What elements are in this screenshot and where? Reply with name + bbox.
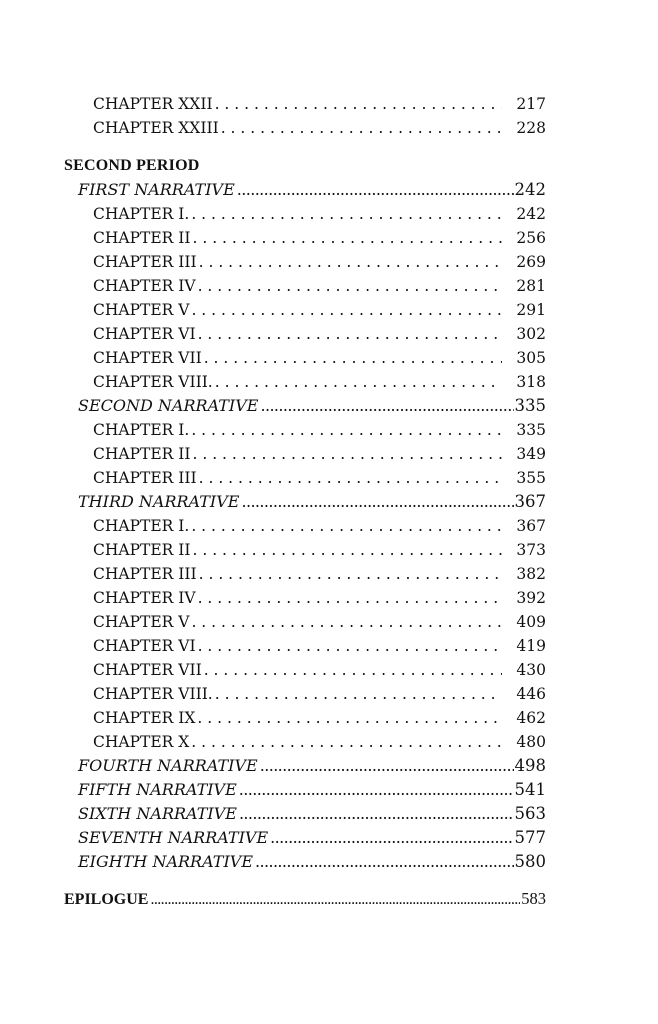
toc-entry-chapter[interactable]: [93, 226, 546, 250]
toc-entry-page: 355: [516, 469, 546, 487]
toc-entry-page: 256: [516, 229, 546, 247]
toc-entry-label: CHAPTER V: [93, 301, 190, 319]
toc-entry-chapter[interactable]: [93, 586, 546, 610]
dot-leader: [191, 730, 502, 754]
toc-entry-page: 462: [516, 709, 546, 727]
toc-entry-label: CHAPTER II: [93, 229, 191, 247]
toc-entry-label: CHAPTER IX: [93, 709, 196, 727]
dot-leader: [204, 658, 503, 682]
toc-entry-page: 498: [514, 756, 546, 775]
dot-leader: [198, 586, 503, 610]
toc-entry-page: 335: [516, 421, 546, 439]
toc-entry-epilogue[interactable]: [64, 887, 546, 911]
toc-entry-label: CHAPTER VII: [93, 661, 202, 679]
toc-entry-fourth-narrative[interactable]: [78, 754, 546, 778]
toc-entry-label: CHAPTER XXII: [93, 95, 213, 113]
toc-entry-chapter[interactable]: [93, 562, 546, 586]
toc-entry-label: FIFTH NARRATIVE: [78, 780, 237, 799]
toc-entry-page: 302: [516, 325, 546, 343]
toc-entry-page: 367: [514, 492, 546, 511]
toc-entry-sixth-narrative[interactable]: [78, 802, 546, 826]
toc-entry-chapter[interactable]: [93, 610, 546, 634]
dot-leader: [215, 682, 503, 706]
toc-entry-label: FIRST NARRATIVE: [78, 180, 235, 199]
toc-entry-label: CHAPTER IV: [93, 589, 196, 607]
toc-entry-page: 281: [516, 277, 546, 295]
toc-entry-label: CHAPTER III: [93, 253, 197, 271]
toc-entry-chapter[interactable]: [93, 466, 546, 490]
toc-entry-label: EIGHTH NARRATIVE: [78, 852, 253, 871]
toc-entry-chapter[interactable]: [93, 538, 546, 562]
toc-entry-label: SIXTH NARRATIVE: [78, 804, 237, 823]
toc-entry-chapter[interactable]: [93, 274, 546, 298]
toc-entry-label: CHAPTER VI: [93, 637, 196, 655]
toc-entry-label: CHAPTER VIII.: [93, 685, 213, 703]
toc-entry-chapter[interactable]: [93, 370, 546, 394]
toc-entry-fifth-narrative[interactable]: [78, 778, 546, 802]
toc-entry-chapter-xxiii[interactable]: [93, 116, 546, 140]
dot-leader: [198, 274, 503, 298]
toc-entry-third-narrative[interactable]: [78, 490, 546, 514]
toc-entry-second-narrative[interactable]: [78, 394, 546, 418]
dot-leader: [198, 322, 503, 346]
toc-entry-chapter[interactable]: [93, 634, 546, 658]
dot-leader: [191, 298, 502, 322]
toc-entry-page: 349: [516, 445, 546, 463]
dot-leader: [241, 490, 513, 514]
dot-leader: [191, 202, 502, 226]
dot-leader: [237, 178, 514, 202]
toc-entry-label: CHAPTER V: [93, 613, 190, 631]
dot-leader: [204, 346, 503, 370]
toc-entry-label: CHAPTER II: [93, 445, 191, 463]
toc-entry-page: 419: [516, 637, 546, 655]
toc-entry-chapter[interactable]: [93, 730, 546, 754]
toc-entry-label: CHAPTER IV: [93, 277, 196, 295]
toc-entry-label: THIRD NARRATIVE: [78, 492, 240, 511]
toc-entry-label: CHAPTER VII: [93, 349, 202, 367]
dot-leader: [191, 514, 502, 538]
toc-entry-page: 541: [514, 780, 546, 799]
toc-entry-label: CHAPTER XXIII: [93, 119, 219, 137]
dot-leader: [239, 778, 514, 802]
toc-entry-chapter[interactable]: [93, 514, 546, 538]
toc-entry-page: 446: [516, 685, 546, 703]
dot-leader: [197, 706, 502, 730]
toc-entry-page: 580: [514, 852, 546, 871]
toc-entry-label: CHAPTER X: [93, 733, 190, 751]
toc-entry-label: CHAPTER II: [93, 541, 191, 559]
toc-entry-page: 291: [516, 301, 546, 319]
dot-leader: [260, 394, 513, 418]
dot-leader: [260, 754, 514, 778]
toc-entry-eighth-narrative[interactable]: [78, 850, 546, 874]
toc-entry-page: 563: [514, 804, 546, 823]
toc-entry-page: 305: [516, 349, 546, 367]
toc-entry-label: CHAPTER VIII.: [93, 373, 213, 391]
dot-leader: [150, 888, 520, 912]
toc-entry-chapter[interactable]: [93, 418, 546, 442]
dot-leader: [270, 826, 513, 850]
toc-entry-page: 269: [516, 253, 546, 271]
toc-entry-label: CHAPTER III: [93, 469, 197, 487]
dot-leader: [215, 92, 503, 116]
dot-leader: [198, 634, 503, 658]
toc-entry-label: FOURTH NARRATIVE: [78, 756, 258, 775]
toc-entry-page: 367: [516, 517, 546, 535]
toc-entry-chapter[interactable]: [93, 682, 546, 706]
toc-entry-label: SECOND NARRATIVE: [78, 396, 259, 415]
toc-entry-label: CHAPTER I.: [93, 517, 190, 535]
toc-entry-chapter[interactable]: [93, 706, 546, 730]
dot-leader: [191, 610, 502, 634]
dot-leader: [193, 442, 503, 466]
toc-entry-page: 228: [516, 119, 546, 137]
toc-entry-page: 583: [521, 889, 546, 908]
toc-entry-chapter[interactable]: [93, 346, 546, 370]
toc-entry-chapter[interactable]: [93, 298, 546, 322]
dot-leader: [199, 562, 503, 586]
toc-entry-label: CHAPTER VI: [93, 325, 196, 343]
toc-entry-label: CHAPTER III: [93, 565, 197, 583]
toc-entry-page: 382: [516, 565, 546, 583]
toc-entry-chapter[interactable]: [93, 202, 546, 226]
toc-entry-label: CHAPTER I.: [93, 421, 190, 439]
toc-entry-label: EPILOGUE: [64, 891, 149, 908]
toc-entry-chapter[interactable]: [93, 442, 546, 466]
toc-entry-page: 242: [514, 180, 546, 199]
dot-leader: [191, 418, 502, 442]
toc-entry-page: 409: [516, 613, 546, 631]
toc-entry-page: 392: [516, 589, 546, 607]
toc-entry-seventh-narrative[interactable]: [78, 826, 546, 850]
toc-entry-page: 335: [514, 396, 546, 415]
dot-leader: [255, 850, 514, 874]
dot-leader: [199, 466, 503, 490]
toc-entry-page: 480: [516, 733, 546, 751]
toc-entry-page: 318: [516, 373, 546, 391]
toc-entry-chapter-xxii[interactable]: [93, 92, 546, 116]
toc-entry-page: 217: [516, 95, 546, 113]
toc-entry-page: 577: [514, 828, 546, 847]
toc-entry-chapter[interactable]: [93, 322, 546, 346]
toc-entry-label: CHAPTER I.: [93, 205, 190, 223]
dot-leader: [199, 250, 503, 274]
dot-leader: [193, 538, 503, 562]
toc-entry-chapter[interactable]: [93, 250, 546, 274]
toc-entry-page: 430: [516, 661, 546, 679]
toc-entry-page: 373: [516, 541, 546, 559]
toc-entry-first-narrative[interactable]: [78, 178, 546, 202]
dot-leader: [193, 226, 503, 250]
dot-leader: [221, 116, 503, 140]
section-heading-second-period: [64, 154, 200, 178]
toc-entry-label: SEVENTH NARRATIVE: [78, 828, 269, 847]
toc-entry-page: 242: [516, 205, 546, 223]
dot-leader: [215, 370, 503, 394]
dot-leader: [239, 802, 514, 826]
toc-entry-chapter[interactable]: [93, 658, 546, 682]
section-heading-label: SECOND PERIOD: [64, 157, 200, 174]
